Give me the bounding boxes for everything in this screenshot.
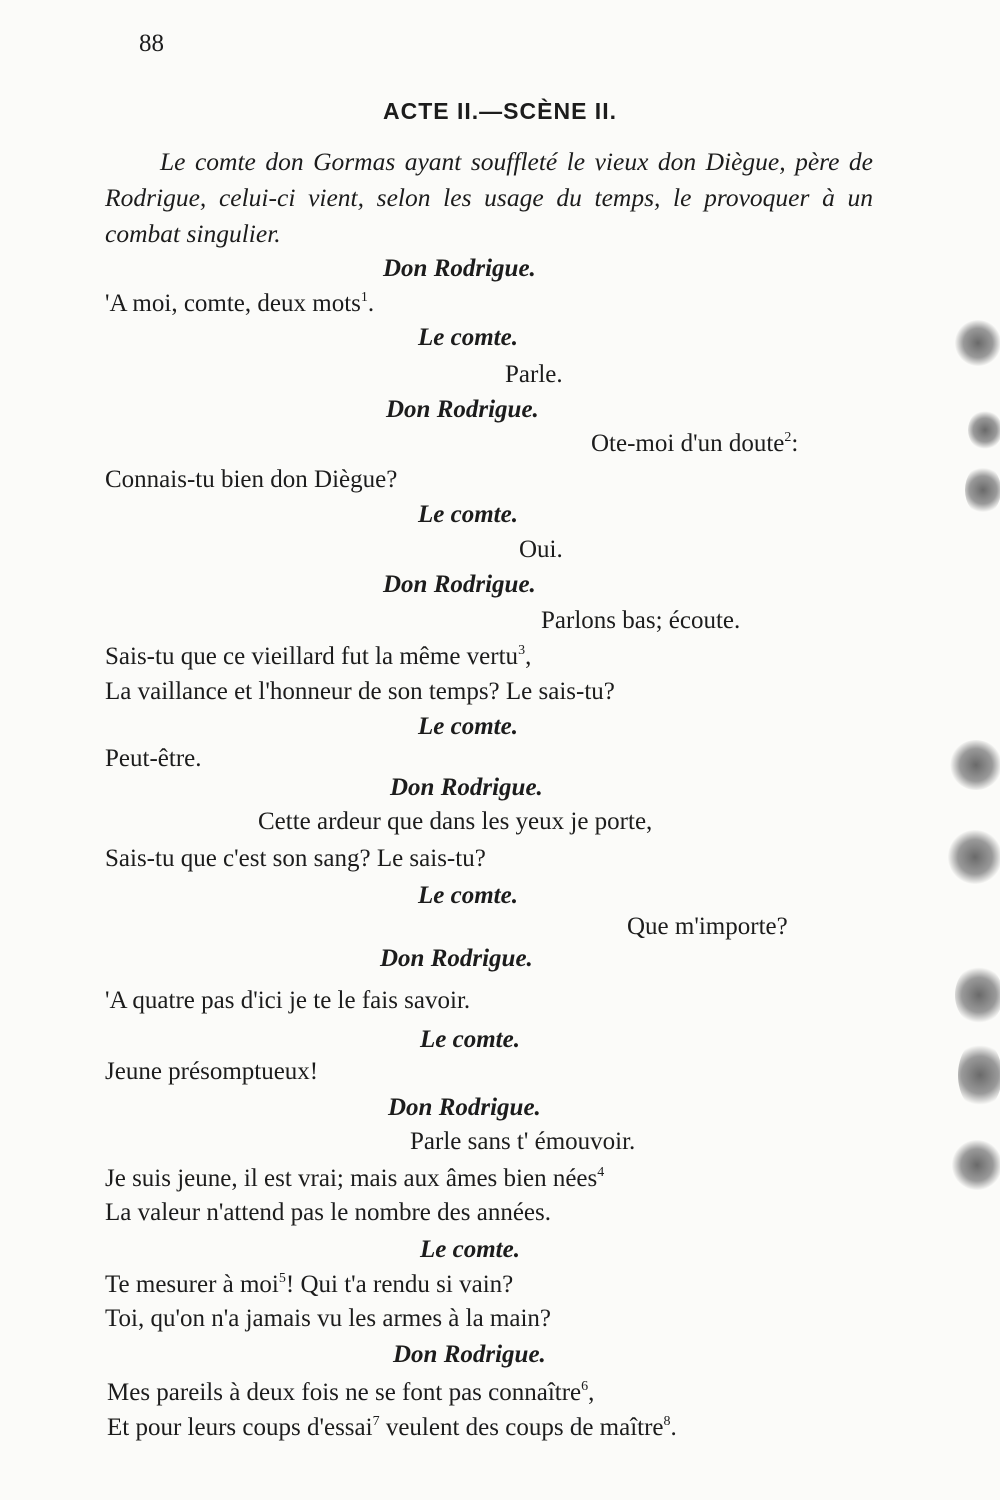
verse-line: Cette ardeur que dans les yeux je porte, [258, 808, 653, 835]
verse-line: Toi, qu'on n'a jamais vu les armes à la main? [105, 1305, 552, 1332]
verse-line: Et pour leurs coups d'essai$^7$ veulent des coups de maître$^8$. [107, 1414, 677, 1441]
speaker-label: Le comte. [418, 324, 518, 351]
footnote-ref: 7 [372, 1414, 380, 1429]
footnote-ref: 8 [663, 1414, 671, 1429]
verse-line: Connais-tu bien don Diègue? [105, 466, 398, 493]
speaker-label: Don Rodrigue. [383, 255, 536, 282]
verse-line: Sais-tu que c'est son sang? Le sais-tu? [105, 845, 486, 872]
speaker-label: Don Rodrigue. [393, 1341, 546, 1368]
speaker-label: Le comte. [418, 713, 518, 740]
speaker-label: Don Rodrigue. [386, 396, 539, 423]
speaker-label: Don Rodrigue. [388, 1094, 541, 1121]
verse-line: Parle sans t' émouvoir. [410, 1128, 636, 1155]
speaker-label: Le comte. [418, 501, 518, 528]
footnote-ref: 5 [278, 1271, 286, 1286]
speaker-label: Le comte. [420, 1026, 520, 1053]
speaker-label: Don Rodrigue. [383, 571, 536, 598]
verse-line: Sais-tu que ce vieillard fut la même vertu$^3$, [105, 643, 532, 670]
speaker-label: Le comte. [420, 1236, 520, 1263]
stage-introduction: Le comte don Gormas ayant souffleté le vieux don Diègue, père de Rodrigue, celui-ci vient, selon les usage du temps, le provoquer à un combat singulier. [105, 147, 873, 248]
footnote-ref: 3 [518, 643, 526, 658]
footnote-ref: 4 [597, 1165, 605, 1180]
verse-line: Jeune présomptueux! [105, 1058, 319, 1085]
page-number: 88 [139, 30, 164, 57]
footnote-ref: 1 [360, 290, 368, 305]
verse-line: Parle. [505, 361, 563, 388]
verse-line: Mes pareils à deux fois ne se font pas connaître$^6$, [107, 1379, 595, 1406]
verse-line: Que m'importe? [627, 913, 788, 940]
footnote-ref: 2 [784, 430, 792, 445]
verse-line: La vaillance et l'honneur de son temps? Le sais-tu? [105, 678, 615, 705]
verse-line: Peut-être. [105, 745, 202, 772]
verse-line: Oui. [519, 536, 563, 563]
verse-line: La valeur n'attend pas le nombre des années. [105, 1199, 551, 1226]
speaker-label: Don Rodrigue. [380, 945, 533, 972]
scene-heading: ACTE II.—SCÈNE II. [383, 98, 617, 124]
speaker-label: Don Rodrigue. [390, 774, 543, 801]
verse-line: 'A quatre pas d'ici je te le fais savoir. [105, 987, 471, 1014]
verse-line: Je suis jeune, il est vrai; mais aux âmes bien nées$^4$ [105, 1165, 605, 1192]
verse-line: Te mesurer à moi$^5$! Qui t'a rendu si vain? [105, 1271, 514, 1298]
verse-line: Parlons bas; écoute. [541, 607, 741, 634]
speaker-label: Le comte. [418, 882, 518, 909]
verse-line: 'A moi, comte, deux mots$^1$. [105, 290, 375, 317]
footnote-ref: 6 [581, 1379, 589, 1394]
verse-line: Ote-moi d'un doute$^2$: [591, 430, 799, 457]
